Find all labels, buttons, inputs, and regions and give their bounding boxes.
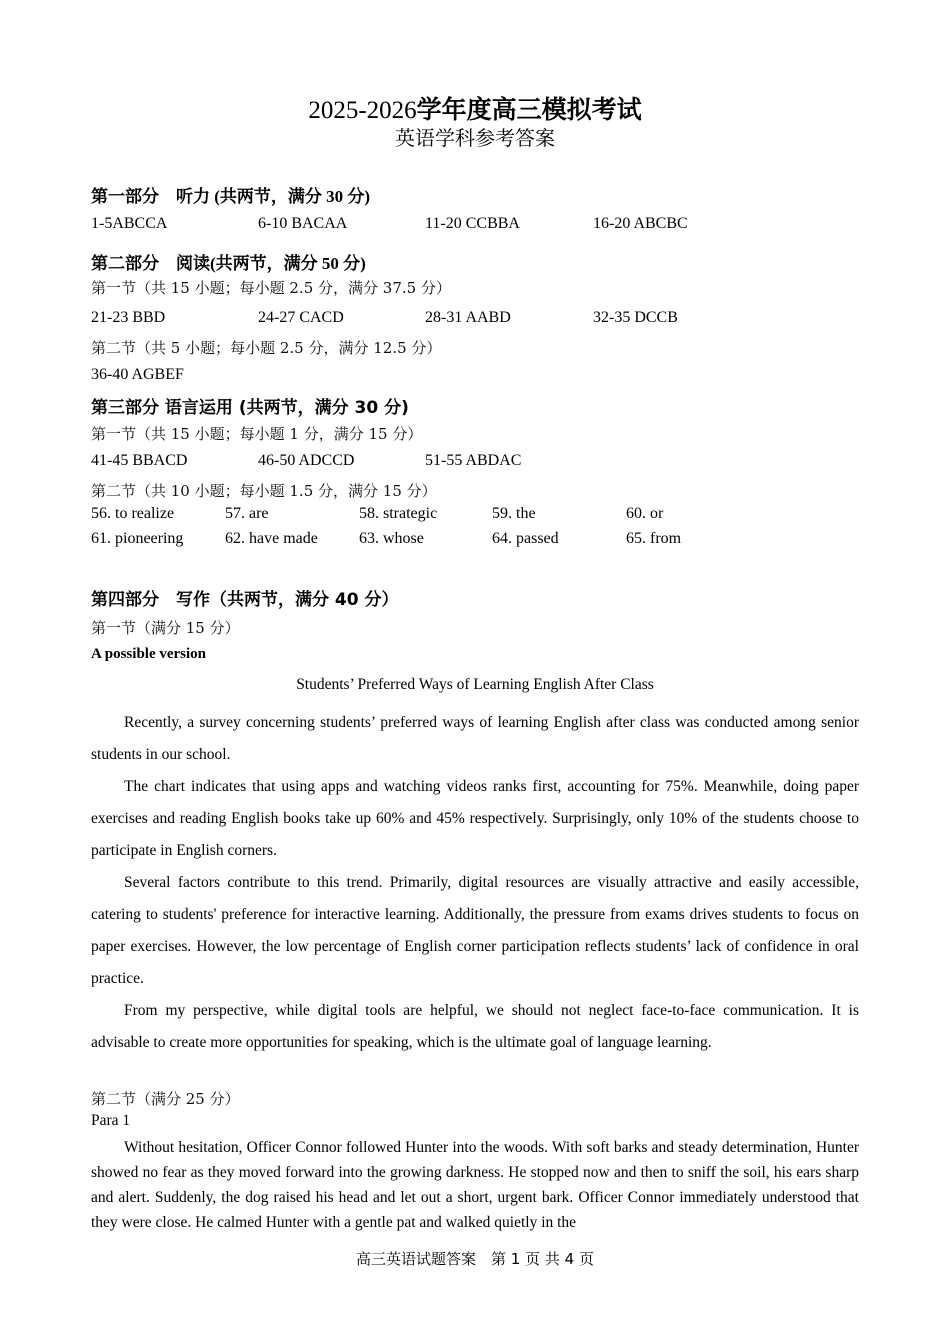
title-year: 2025-2026 (308, 97, 417, 124)
answer-cell: 21-23 BBD (91, 309, 166, 326)
part3-section1-note: 第一节（共 15 小题；每小题 1 分，满分 15 分） (91, 425, 423, 443)
answer-cell: 28-31 AABD (425, 309, 511, 326)
answer-cell: 1-5ABCCA (91, 215, 168, 232)
part3-heading (91, 393, 409, 418)
essay-paragraph: Several factors contribute to this trend. Primarily, digital resources are visually attractive and easily accessible, catering to students' preference for interactive learning. Additionally, the pressure from exams drives students to focus on paper exercises. However, the low percentage of English corner participation reflects students’ lack of confidence in oral practice. (91, 874, 859, 987)
title-main: 学年度高三模拟考试 (416, 95, 642, 124)
answer-cell: 6-10 BACAA (258, 215, 348, 232)
answer-cell: 36-40 AGBEF (91, 366, 184, 383)
part2-section1-note: 第一节（共 15 小题；每小题 2.5 分，满分 37.5 分） (91, 279, 451, 297)
part3-heading-rest: (共两节，满分 30 分) (232, 398, 409, 418)
essay-paragraph: From my perspective, while digital tools are helpful, we should not neglect face-to-face communication. It is advisable to create more opportunities for speaking, which is the ultimate goal of language learning. (91, 1002, 859, 1051)
part4-section2-note: 第二节（满分 25 分） (91, 1090, 240, 1108)
part2-heading-rest: (共两节，满分 50 分) (210, 254, 366, 273)
answer-cell: 24-27 CACD (258, 309, 344, 326)
page-title (0, 90, 950, 126)
answer-cell: 64. passed (492, 530, 559, 547)
answer-cell: 11-20 CCBBA (425, 215, 520, 232)
part2-section2-note: 第二节（共 5 小题；每小题 2.5 分，满分 12.5 分） (91, 339, 442, 357)
para-label: Para 1 (91, 1112, 131, 1129)
answer-cell: 60. or (626, 505, 664, 522)
part4-section1-note: 第一节（满分 15 分） (91, 619, 240, 637)
answer-cell: 63. whose (359, 530, 424, 547)
part4-heading: 第四部分 写作（共两节，满分 40 分） (91, 590, 399, 610)
essay-paragraph: The chart indicates that using apps and watching videos ranks first, accounting for 75%. Meanwhile, doing paper exercises and reading English books take up 60% and 45% respectively. Surprisingly, only 10% of the students choose to participate in English corners. (91, 778, 859, 859)
part2-heading-cn: 第二部分 阅读 (91, 254, 210, 274)
answer-cell: 41-45 BBACD (91, 452, 188, 469)
part1-heading-rest: (共两节，满分 30 分) (210, 187, 371, 206)
essay-paragraph: Recently, a survey concerning students’ preferred ways of learning English after class was conducted among senior students in our school. (91, 714, 859, 763)
answer-cell: 56. to realize (91, 505, 175, 522)
part1-heading-cn: 第一部分 听力 (91, 187, 210, 207)
essay-title: Students’ Preferred Ways of Learning English After Class (296, 676, 654, 693)
answer-cell: 58. strategic (359, 505, 438, 522)
answer-cell: 59. the (492, 505, 536, 522)
part3-heading-cn: 第三部分 语言运用 (91, 398, 233, 418)
answer-cell: 46-50 ADCCD (258, 452, 355, 469)
answer-cell: 32-35 DCCB (593, 309, 678, 326)
page-footer: 高三英语试题答案 第 1 页 共 4 页 (356, 1250, 594, 1268)
answer-cell: 51-55 ABDAC (425, 452, 522, 469)
answer-cell: 16-20 ABCBC (593, 215, 688, 232)
version-label: A possible version (91, 646, 207, 662)
story-paragraph: Without hesitation, Officer Connor followed Hunter into the woods. With soft barks and steady determination, Hunter showed no fear as they moved forward into the growing darkness. He stopped now and then to sniff the soil, his ears sharp and alert. Suddenly, the dog raised his head and let out a short, urgent bark. Officer Connor immediately understood that they were close. He calmed Hunter with a gentle pat and walked quietly in the (91, 1139, 859, 1231)
page-subtitle: 英语学科参考答案 (395, 126, 555, 150)
answer-cell: 65. from (626, 530, 682, 547)
answer-cell: 61. pioneering (91, 530, 184, 547)
part2-heading (91, 249, 366, 274)
answer-cell: 57. are (225, 505, 269, 522)
part3-section2-note: 第二节（共 10 小题；每小题 1.5 分，满分 15 分） (91, 482, 437, 500)
part1-heading (91, 182, 370, 207)
answer-cell: 62. have made (225, 530, 318, 547)
